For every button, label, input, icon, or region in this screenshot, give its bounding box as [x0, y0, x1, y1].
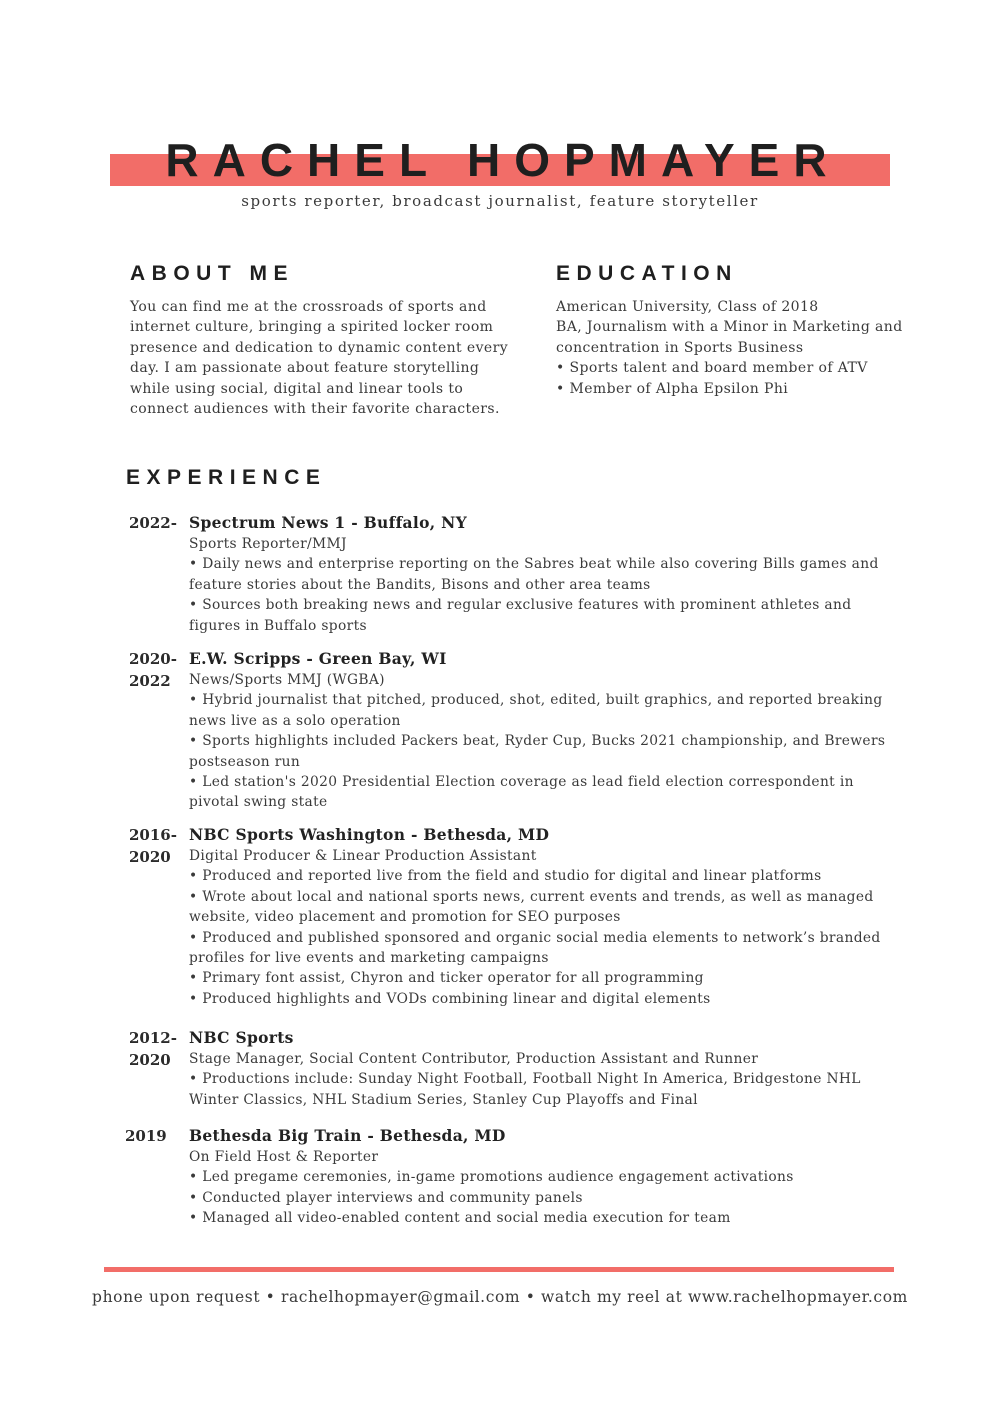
about-text: You can find me at the crossroads of sports and internet culture, bringing a spirited locker room presence and dedication to dynamic content every day. I am passionate about feature storytelling while using social, digital and linear tools to connect audiences with their favorite characters.: [130, 299, 509, 418]
job-role: On Field Host & Reporter: [189, 1149, 379, 1165]
job-bullet: • Wrote about local and national sports news, current events and trends, as well as managed website, video placement and promotion for SEO purposes: [189, 888, 874, 926]
job-year-start: 2016-: [129, 826, 177, 844]
experience-heading: EXPERIENCE: [126, 466, 327, 489]
education-line: • Member of Alpha Epsilon Phi: [556, 380, 789, 397]
job-bullet: • Produced and published sponsored and organic social media elements to network’s branded profiles for live events and marketing campaigns: [189, 929, 881, 967]
job-bullet: • Produced highlights and VODs combining linear and digital elements: [189, 990, 711, 1007]
job-details: [189, 512, 901, 636]
job-details: [189, 824, 901, 1009]
education-line: BA, Journalism with a Minor in Marketing and: [556, 319, 903, 336]
job-years: [129, 512, 187, 534]
job-years: [129, 1027, 187, 1071]
job-bullet: • Primary font assist, Chyron and ticker operator for all programming: [189, 970, 704, 987]
job-year-end: 2020: [129, 848, 171, 866]
job-heading: E.W. Scripps - Green Bay, WI: [189, 649, 447, 668]
education-heading: EDUCATION: [556, 262, 738, 285]
job-role: Sports Reporter/MMJ: [189, 536, 347, 552]
job-heading: NBC Sports: [189, 1028, 294, 1047]
job-years: [129, 648, 187, 692]
job-role: Digital Producer & Linear Production Assistant: [189, 848, 537, 864]
name-title: RACHEL HOPMAYER: [165, 134, 841, 186]
education-list: [556, 297, 906, 399]
job-year-start: 2020-: [129, 650, 177, 668]
job-bullet: • Hybrid journalist that pitched, produced, shot, edited, built graphics, and reported breaking news live as a solo operation: [189, 692, 883, 729]
about-heading: ABOUT ME: [130, 262, 294, 285]
job-bullet: • Sports highlights included Packers beat, Ryder Cup, Bucks 2021 championship, and Brewers postseason run: [189, 733, 886, 770]
job-details: [189, 648, 901, 813]
job-heading: Bethesda Big Train - Bethesda, MD: [189, 1126, 506, 1145]
job-bullet: • Productions include: Sunday Night Football, Football Night In America, Bridgestone NHL Winter Classics, NHL Stadium Series, Stanley Cup Playoffs and Final: [189, 1071, 861, 1108]
job-role: Stage Manager, Social Content Contributor, Production Assistant and Runner: [189, 1051, 759, 1067]
education-line: American University, Class of 2018: [556, 299, 819, 315]
job-bullet: • Daily news and enterprise reporting on the Sabres beat while also covering Bills games and feature stories about the Bandits, Bisons and other area teams: [189, 556, 879, 593]
job-year-start: 2019: [125, 1127, 167, 1145]
job-bullet: • Led pregame ceremonies, in-game promotions audience engagement activations: [189, 1169, 794, 1186]
job-year-start: 2022-: [129, 514, 177, 532]
tagline: sports reporter, broadcast journalist, feature storyteller: [241, 192, 759, 210]
job-heading: Spectrum News 1 - Buffalo, NY: [189, 513, 467, 532]
job-bullet: • Sources both breaking news and regular exclusive features with prominent athletes and figures in Buffalo sports: [189, 597, 852, 634]
job-details: [189, 1125, 901, 1229]
footer-divider: [104, 1267, 894, 1272]
job-year-end: 2022: [129, 672, 171, 690]
job-bullet: • Produced and reported live from the field and studio for digital and linear platforms: [189, 868, 822, 885]
job-years: [129, 824, 187, 868]
job-years: [125, 1125, 183, 1147]
job-details: [189, 1027, 901, 1110]
job-role: News/Sports MMJ (WGBA): [189, 672, 385, 688]
education-line: • Sports talent and board member of ATV: [556, 360, 868, 377]
job-bullet: • Conducted player interviews and community panels: [189, 1189, 583, 1206]
footer-contact: phone upon request • rachelhopmayer@gmail.com • watch my reel at www.rachelhopmayer.com: [92, 1288, 908, 1306]
job-heading: NBC Sports Washington - Bethesda, MD: [189, 825, 550, 844]
job-year-start: 2012-: [129, 1029, 177, 1047]
job-year-end: 2020: [129, 1051, 171, 1069]
job-bullet: • Led station's 2020 Presidential Election coverage as lead field election correspondent in pivotal swing state: [189, 774, 854, 811]
job-bullet: • Managed all video-enabled content and social media execution for team: [189, 1210, 731, 1227]
education-line: concentration in Sports Business: [556, 339, 804, 356]
